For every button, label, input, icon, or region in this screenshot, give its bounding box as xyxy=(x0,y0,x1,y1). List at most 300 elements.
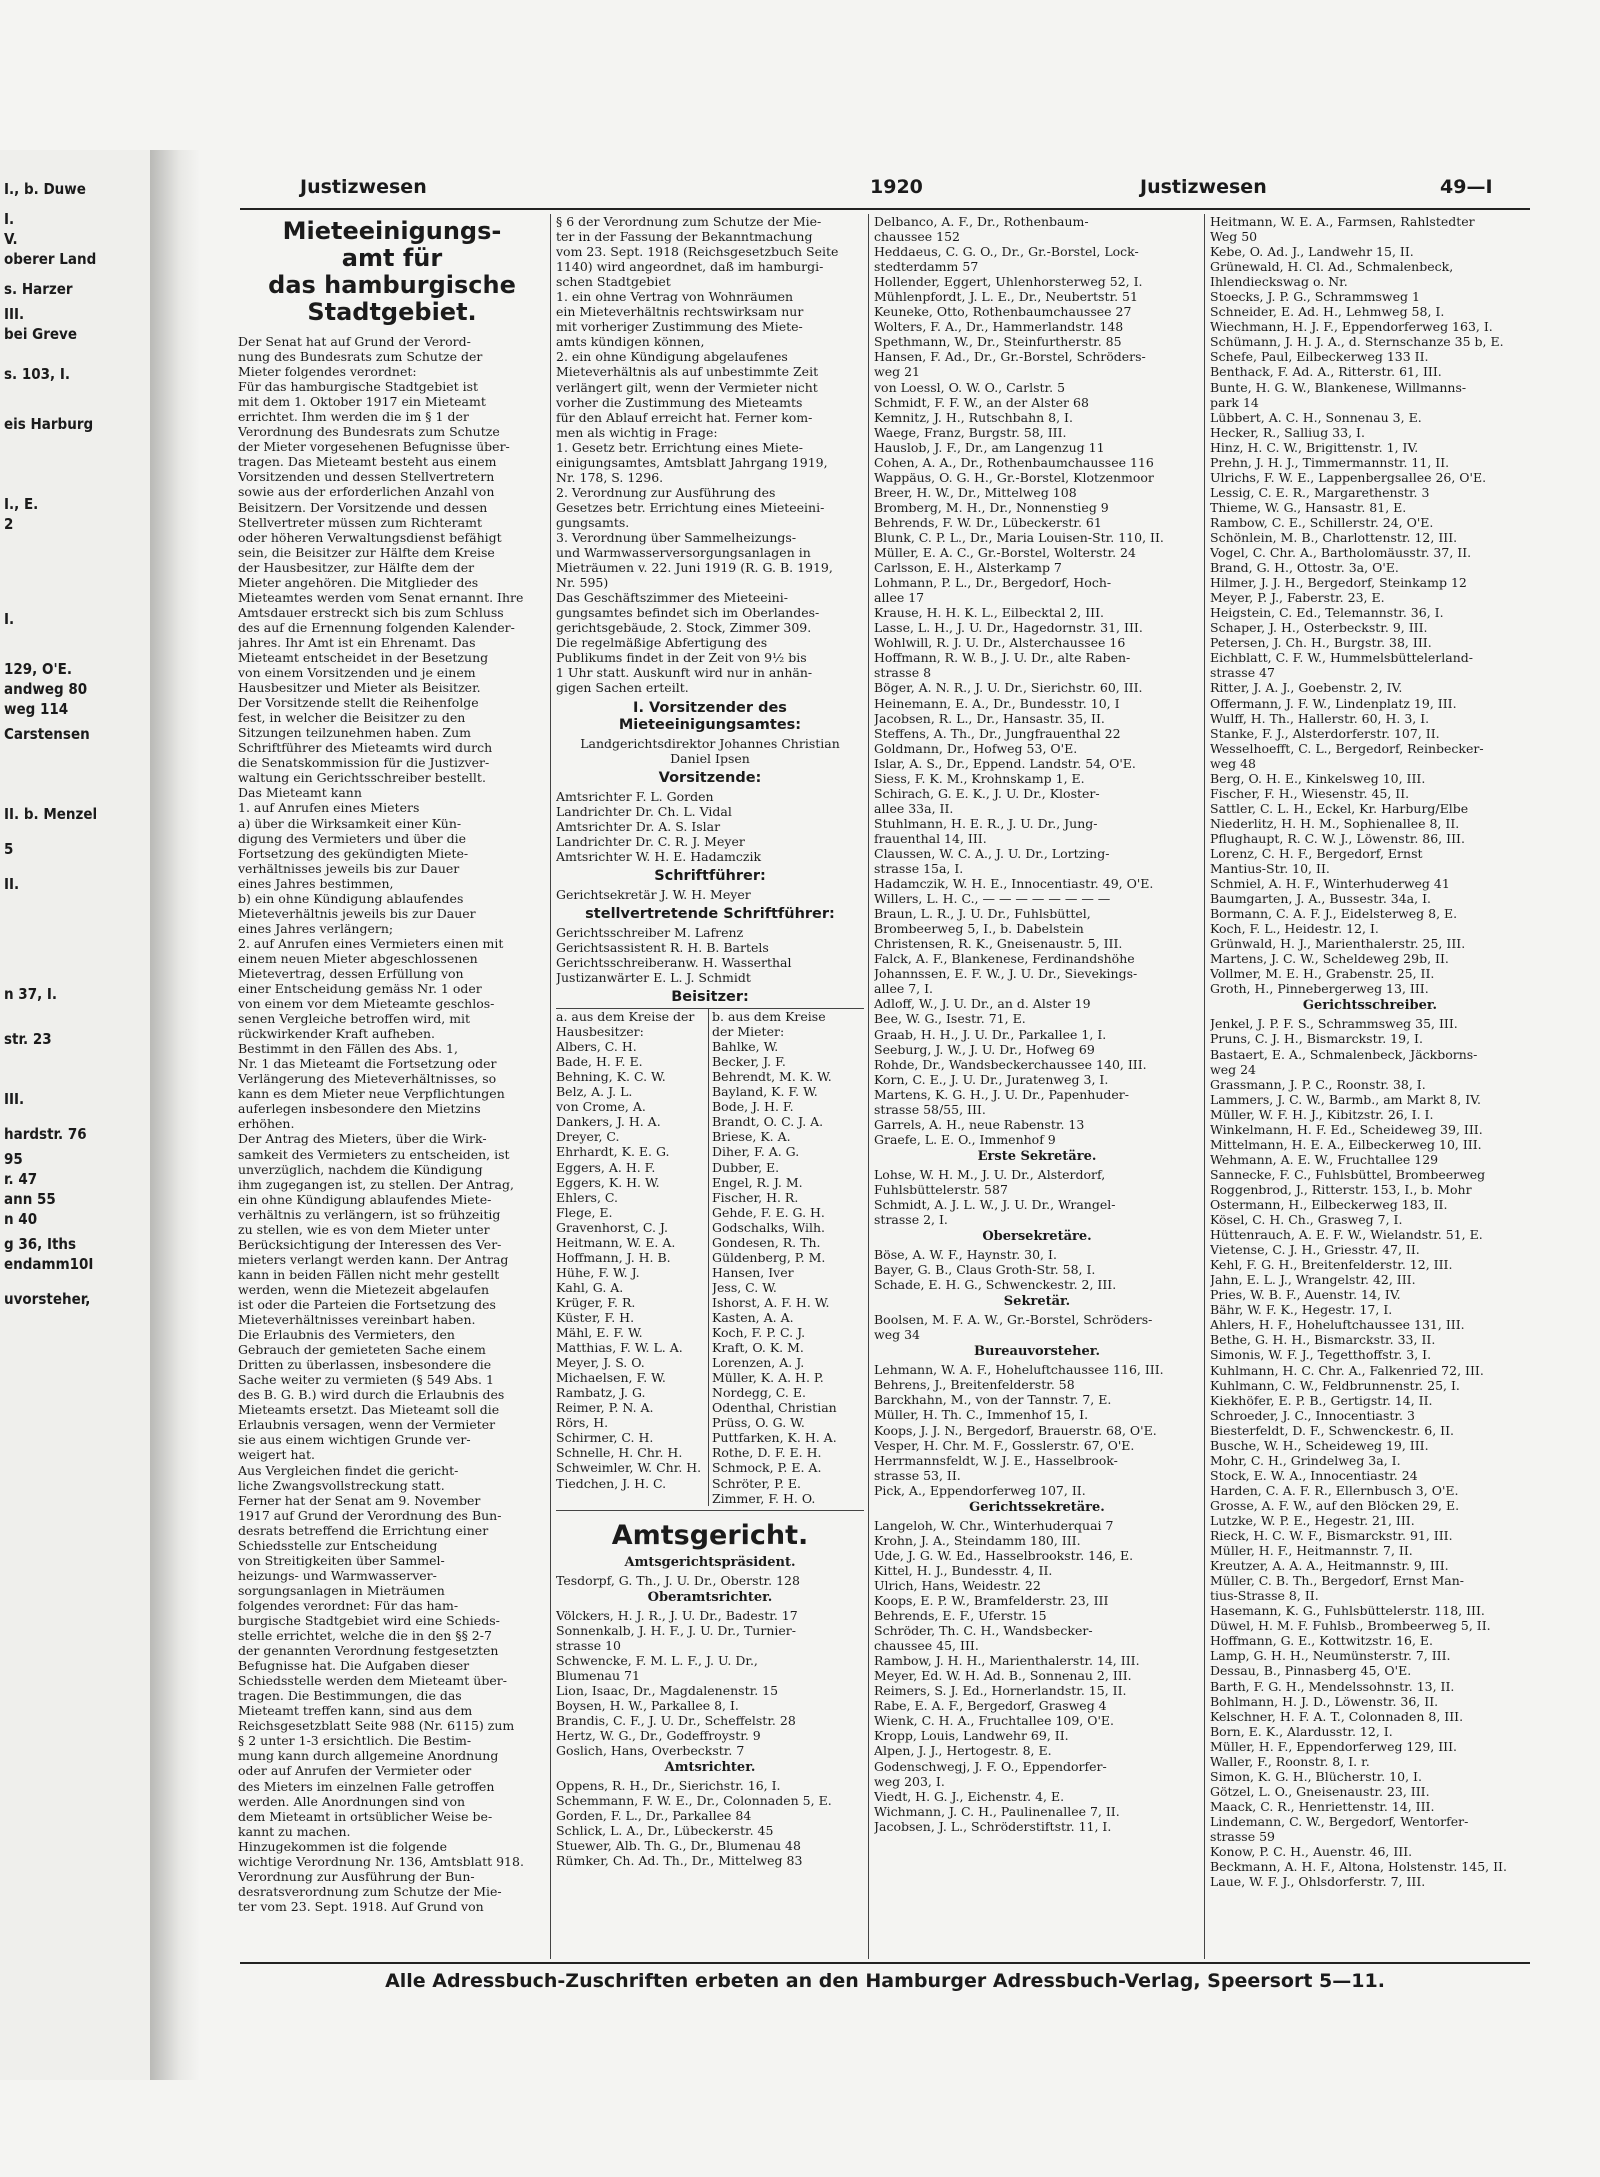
entry-line: Müller, C. B. Th., Bergedorf, Ernst Man- xyxy=(1210,1573,1464,1589)
entry-line: Pflughaupt, R. C. W. J., Löwenstr. 86, III. xyxy=(1210,830,1465,846)
left-page-fragment: II. xyxy=(4,875,20,893)
entry-line: Maack, C. R., Henriettenstr. 14, III. xyxy=(1210,1798,1435,1814)
text-line: Ferner hat der Senat am 9. November xyxy=(238,1492,481,1508)
entry-line: Ulrichs, F. W. E., Lappenbergsallee 26, O'E. xyxy=(1210,469,1487,485)
table-row: Ehrhardt, K. E. G. xyxy=(556,1144,670,1160)
text-line: ihm zugegangen ist, zu stellen. Der Antrag, xyxy=(238,1176,514,1192)
text-line: Hausbesitzer und Mieter als Beisitzer. xyxy=(238,680,481,696)
entry-line: Müller, E. A. C., Gr.-Borstel, Wolterstr. 24 xyxy=(874,545,1136,561)
oberamtsrichter-list xyxy=(556,1608,864,1758)
entry-line: Ihlendieckswag o. Nr. xyxy=(1210,274,1348,290)
entry-line: Tesdorpf, G. Th., J. U. Dr., Oberstr. 128 xyxy=(556,1572,800,1588)
text-line: gungsamtes befindet sich im Oberlandes- xyxy=(556,605,820,621)
entry-line: Brand, G. H., Ottostr. 3a, O'E. xyxy=(1210,560,1399,576)
entry-line: Vietense, C. J. H., Griesstr. 47, II. xyxy=(1210,1242,1420,1258)
entry-line: strasse 15a, I. xyxy=(874,861,964,877)
table-row: Brandt, O. C. J. A. xyxy=(712,1114,824,1130)
column-divider xyxy=(1204,214,1205,1959)
entry-line: weg 34 xyxy=(874,1327,920,1343)
document-page xyxy=(230,170,1540,2070)
text-line: Bestimmt in den Fällen des Abs. 1, xyxy=(238,1041,458,1057)
text-line: oder auf Anrufen der Vermieter oder xyxy=(238,1763,472,1779)
entry-line: Wolters, F. A., Dr., Hammerlandstr. 148 xyxy=(874,319,1124,335)
entry-line: Harden, C. A. F. R., Ellernbusch 3, O'E. xyxy=(1210,1482,1459,1498)
text-line: vorher die Zustimmung des Mieteamts xyxy=(556,394,803,410)
table-row: Dankers, J. H. A. xyxy=(556,1114,661,1130)
table-row: Hoffmann, J. H. B. xyxy=(556,1249,671,1265)
entry-line: allee 7, I. xyxy=(874,981,934,997)
table-row: Gehde, F. E. G. H. xyxy=(712,1204,825,1220)
entry-line: Wappäus, O. G. H., Gr.-Borstel, Klotzenmoor xyxy=(874,469,1154,485)
entry-line: Koops, J. J. N., Bergedorf, Brauerstr. 68, O'E. xyxy=(874,1422,1157,1438)
entry-line: Heddaeus, C. G. O., Dr., Gr.-Borstel, Lock- xyxy=(874,244,1139,260)
name-line: Gerichtsschreiber M. Lafrenz xyxy=(556,924,744,940)
book-spine xyxy=(150,150,200,2080)
text-line: der Hausbesitzer, zur Hälfte dem der xyxy=(238,559,475,575)
beisitzer-mieter xyxy=(708,1009,864,1506)
table-row: von Crome, A. xyxy=(556,1099,646,1115)
entry-line: Jenkel, J. P. F. S., Schrammsweg 35, III. xyxy=(1210,1016,1458,1032)
entry-line: Ritter, J. A. J., Goebenstr. 2, IV. xyxy=(1210,680,1403,696)
entry-line: Falck, A. F., Blankenese, Ferdinandshöhe xyxy=(874,951,1135,967)
entry-line: Böse, A. W. F., Haynstr. 30, I. xyxy=(874,1247,1057,1263)
entry-line: park 14 xyxy=(1210,394,1259,410)
entry-line: Adloff, W., J. U. Dr., an d. Alster 19 xyxy=(874,996,1091,1012)
entry-line: Schroeder, J. C., Innocentiastr. 3 xyxy=(1210,1407,1415,1423)
text-line: Beisitzern. Der Vorsitzende und dessen xyxy=(238,499,488,515)
table-header: b. aus dem Kreise xyxy=(712,1009,826,1025)
text-line: 1. ein ohne Vertrag von Wohnräumen xyxy=(556,289,794,305)
entry-line: Kuhlmann, H. C. Chr. A., Falkenried 72, III. xyxy=(1210,1362,1484,1378)
left-page-fragment: bei Greve xyxy=(4,325,77,343)
table-row: Güldenberg, P. M. xyxy=(712,1249,826,1265)
left-page-fragment: oberer Land xyxy=(4,250,97,268)
text-line: Mietevertrag, dessen Erfüllung von xyxy=(238,965,464,981)
entry-line: Graab, H. H., J. U. Dr., Parkallee 1, I. xyxy=(874,1026,1107,1042)
entry-line: Götzel, L. O., Gneisenaustr. 23, III. xyxy=(1210,1783,1430,1799)
entry-line: Schmiel, A. H. F., Winterhuderweg 41 xyxy=(1210,876,1450,892)
entry-line: Behrens, J., Breitenfelderstr. 58 xyxy=(874,1377,1075,1393)
entry-line: Lorenz, C. H. F., Bergedorf, Ernst xyxy=(1210,845,1423,861)
entry-line: Seeburg, J. W., J. U. Dr., Hofweg 69 xyxy=(874,1041,1095,1057)
entry-line: Boolsen, M. F. A. W., Gr.-Borstel, Schröders- xyxy=(874,1312,1153,1328)
entry-line: Schmidt, A. J. L. W., J. U. Dr., Wrangel- xyxy=(874,1197,1116,1212)
table-row: Heitmann, W. E. A. xyxy=(556,1234,676,1250)
entry-line: allee 33a, II. xyxy=(874,800,954,816)
table-row: Godschalks, Wilh. xyxy=(712,1219,826,1235)
gerichtssekretaere-title: Gerichtssekretäre. xyxy=(969,1499,1105,1515)
text-line: und Warmwasserversorgungsanlagen in xyxy=(556,545,811,561)
text-line: waltung ein Gerichtsschreiber bestellt. xyxy=(238,770,486,786)
entry-line: strasse 59 xyxy=(1210,1828,1275,1844)
text-line: stelle errichtet, welche die in den §§ 2-7 xyxy=(238,1628,492,1644)
table-header: Hausbesitzer: xyxy=(556,1024,644,1040)
entry-line: Willers, L. H. C., — — — — — — — — xyxy=(874,891,1111,907)
entry-line: Barth, F. G. H., Mendelssohnstr. 13, II. xyxy=(1210,1678,1455,1694)
entry-line: Grosse, A. F. W., auf den Blöcken 29, E. xyxy=(1210,1497,1460,1513)
table-row: Müller, K. A. H. P. xyxy=(712,1370,824,1386)
text-line: liche Zwangsvollstreckung statt. xyxy=(238,1477,445,1493)
entry-line: Oppens, R. H., Dr., Sierichstr. 16, I. xyxy=(556,1778,781,1794)
text-line: Mieter angehören. Die Mitglieder des xyxy=(238,574,479,590)
text-line: Mieteverhältnis als auf unbestimmte Zeit xyxy=(556,364,819,380)
entry-line: Langeloh, W. Chr., Winterhuderquai 7 xyxy=(874,1517,1114,1533)
entry-line: Heigstein, C. Ed., Telemannstr. 36, I. xyxy=(1210,605,1444,621)
table-row: Prüss, O. G. W. xyxy=(712,1415,805,1431)
entry-line: chaussee 152 xyxy=(874,229,961,245)
text-line: § 6 der Verordnung zum Schutze der Mie- xyxy=(556,214,822,229)
text-line: Erlaubnis versagen, wenn der Vermieter xyxy=(238,1417,496,1433)
entry-line: Bormann, C. A. F. J., Eidelsterweg 8, E. xyxy=(1210,906,1458,922)
text-line: ein ohne Kündigung ablaufendes Miete- xyxy=(238,1191,492,1207)
table-row: Puttfarken, K. H. A. xyxy=(712,1430,837,1446)
name-line: Landgerichtsdirektor Johannes Christian xyxy=(580,735,840,751)
text-line: der Mieter vorgesehenen Befugnisse über- xyxy=(238,439,510,455)
table-row: Bode, J. H. F. xyxy=(712,1099,794,1115)
table-row: Hühe, F. W. J. xyxy=(556,1264,640,1280)
entry-line: Ahlers, H. F., Hoheluftchaussee 131, III. xyxy=(1210,1317,1465,1333)
sekretaer-list xyxy=(874,1312,1200,1342)
entry-line: Hasemann, K. G., Fuhlsbüttelerstr. 118, III. xyxy=(1210,1603,1485,1619)
text-line: Hinzugekommen ist die folgende xyxy=(238,1838,447,1854)
entry-line: Claussen, W. C. A., J. U. Dr., Lortzing- xyxy=(874,845,1110,861)
left-page-fragment: s. Harzer xyxy=(4,280,73,298)
entry-line: Delbanco, A. F., Dr., Rothenbaum- xyxy=(874,214,1089,229)
text-line: a) über die Wirksamkeit einer Kün- xyxy=(238,815,462,831)
text-line: auferlegen insbesondere den Mietzins xyxy=(238,1101,481,1117)
text-line: Sache weiter zu vermieten (§ 549 Abs. 1 xyxy=(238,1372,494,1388)
entry-line: Schneider, E. Ad. H., Lehmweg 58, I. xyxy=(1210,304,1445,320)
entry-line: Spethmann, W., Dr., Steinfurtherstr. 85 xyxy=(874,334,1122,350)
text-line: verhältnisses jeweils bis zur Dauer xyxy=(238,860,460,876)
text-line: fest, in welcher die Beisitzer zu den xyxy=(238,710,466,726)
text-line: Schriftführer des Mieteamts wird durch xyxy=(238,740,493,756)
text-line: Der Vorsitzende stellt die Reihenfolge xyxy=(238,695,479,711)
entry-line: Born, E. K., Alardusstr. 12, I. xyxy=(1210,1723,1393,1739)
entry-line: Rambow, J. H. H., Marienthalerstr. 14, III. xyxy=(874,1653,1140,1669)
text-line: eines Jahres verlängern; xyxy=(238,920,394,936)
entry-line: Lasse, L. H., J. U. Dr., Hagedornstr. 31, III. xyxy=(874,620,1143,636)
entry-line: Lessig, C. E. R., Margarethenstr. 3 xyxy=(1210,484,1430,500)
entry-line: Wienk, C. H. A., Fruchtallee 109, O'E. xyxy=(874,1713,1115,1729)
entry-line: Grünwald, H. J., Marienthalerstr. 25, III. xyxy=(1210,936,1466,952)
entry-line: strasse 47 xyxy=(1210,665,1275,681)
column-1 xyxy=(238,214,546,1959)
table-row: Schweimler, W. Chr. H. xyxy=(556,1460,702,1476)
table-row: Tiedchen, J. H. C. xyxy=(556,1475,667,1491)
text-line: zu stellen, wie es von dem Mieter unter xyxy=(238,1221,490,1237)
entry-line: Ulrich, Hans, Weidestr. 22 xyxy=(874,1577,1041,1593)
entry-line: Blumenau 71 xyxy=(556,1667,640,1683)
entry-line: Berg, O. H. E., Kinkelsweg 10, III. xyxy=(1210,770,1426,786)
entry-line: Brandis, C. F., J. U. Dr., Scheffelstr. 28 xyxy=(556,1712,796,1728)
entry-line: Lohmann, P. L., Dr., Bergedorf, Hoch- xyxy=(874,575,1112,591)
entry-line: Kittel, H. J., Bundesstr. 4, II. xyxy=(874,1562,1053,1578)
text-line: errichtet. Ihm werden die im § 1 der xyxy=(238,409,469,425)
table-row: Bade, H. F. E. xyxy=(556,1054,643,1070)
stellv-list xyxy=(556,925,864,985)
header-right: Justizwesen xyxy=(1140,176,1267,198)
entry-line: Hüttenrauch, A. E. F. W., Wielandstr. 51, E. xyxy=(1210,1227,1483,1243)
text-line: einem neuen Mieter abgeschlossenen xyxy=(238,950,478,966)
entry-line: weg 21 xyxy=(874,364,920,380)
entry-line: Korn, C. E., J. U. Dr., Juratenweg 3, I. xyxy=(874,1071,1109,1087)
left-page-fragment: weg 114 xyxy=(4,700,69,718)
text-line: samkeit des Vermieters zu entscheiden, ist xyxy=(238,1146,510,1162)
praesident-list xyxy=(556,1573,864,1588)
entry-line: Behrends, F. W. Dr., Lübeckerstr. 61 xyxy=(874,514,1102,530)
entry-line: strasse 53, II. xyxy=(874,1467,961,1483)
text-line: heizungs- und Warmwasserver- xyxy=(238,1567,437,1583)
entry-line: Brombeerweg 5, I., b. Dabelstein xyxy=(874,921,1084,937)
entry-line: Reimers, S. J. Ed., Hornerlandstr. 15, II. xyxy=(874,1683,1127,1699)
entry-line: Breer, H. W., Dr., Mittelweg 108 xyxy=(874,484,1077,500)
left-page-fragment: Carstensen xyxy=(4,725,90,743)
entry-line: Garrels, A. H., neue Rabenstr. 13 xyxy=(874,1116,1085,1132)
amtsrichter-list xyxy=(556,1778,864,1868)
name-line: Landrichter Dr. C. R. J. Meyer xyxy=(556,833,745,849)
entry-line: Siess, F. K. M., Krohnskamp 1, E. xyxy=(874,770,1085,786)
entry-line: Müller, H. F., Eppendorferweg 129, III. xyxy=(1210,1738,1458,1754)
mieteamt-title xyxy=(238,218,546,326)
entry-line: Vesper, H. Chr. M. F., Gosslerstr. 67, O'E. xyxy=(874,1437,1135,1453)
entry-line: Schröder, Th. C. H., Wandsbecker- xyxy=(874,1623,1093,1639)
schriftfuehrer-title: Schriftführer: xyxy=(654,867,766,884)
entry-line: Bromberg, M. H., Dr., Nonnenstieg 9 xyxy=(874,499,1109,515)
text-line: eines Jahres bestimmen, xyxy=(238,875,394,891)
entry-line: Müller, W. F. H. J., Kibitzstr. 26, I. I. xyxy=(1210,1106,1434,1122)
text-line: weigert hat. xyxy=(238,1447,315,1463)
entry-line: Bohlmann, H. J. D., Löwenstr. 36, II. xyxy=(1210,1693,1439,1709)
entry-line: Simonis, W. F. J., Tegetthoffstr. 3, I. xyxy=(1210,1347,1432,1363)
text-line: Nr. 1 das Mieteamt die Fortsetzung oder xyxy=(238,1056,497,1072)
text-line: Mieteamt entscheidet in der Besetzung xyxy=(238,649,489,665)
entry-line: Alpen, J. J., Hertogestr. 8, E. xyxy=(874,1743,1052,1759)
amtsgericht-title: Amtsgericht. xyxy=(611,1519,809,1551)
entry-line: Schwencke, F. M. L. F., J. U. Dr., xyxy=(556,1652,758,1668)
table-row: Krüger, F. R. xyxy=(556,1294,636,1310)
entry-line: Mittelmann, H. E. A., Eilbeckerweg 10, III. xyxy=(1210,1136,1482,1152)
entry-line: Hinz, H. C. W., Brigittenstr. 1, IV. xyxy=(1210,439,1419,455)
table-row: Mähl, E. F. W. xyxy=(556,1325,643,1341)
entry-line: strasse 2, I. xyxy=(874,1212,948,1228)
entry-line: Boysen, H. W., Parkallee 8, I. xyxy=(556,1697,739,1713)
entry-line: Kiekhöfer, E. P. B., Gertigstr. 14, II. xyxy=(1210,1392,1433,1408)
text-line: Mieteamtes werden vom Senat ernannt. Ihre xyxy=(238,589,524,605)
entry-line: Kuhlmann, C. W., Feldbrunnenstr. 25, I. xyxy=(1210,1377,1460,1393)
name-line: Amtsrichter F. L. Gorden xyxy=(556,788,714,804)
text-line: 2. ein ohne Kündigung abgelaufenes xyxy=(556,349,788,365)
text-line: Mieteverhältnis jeweils bis zur Dauer xyxy=(238,905,476,921)
table-row: Eggers, K. H. W. xyxy=(556,1174,660,1190)
beisitzer-table xyxy=(556,1008,864,1506)
gerichtssekretaere-continued-list xyxy=(1210,214,1530,996)
text-line: gungsamts. xyxy=(556,514,630,530)
entry-line: Böger, A. N. R., J. U. Dr., Sierichstr. 60, III. xyxy=(874,680,1143,696)
text-line: sowie aus der erforderlichen Anzahl von xyxy=(238,484,495,500)
entry-line: Carlsson, E. H., Alsterkamp 7 xyxy=(874,560,1062,576)
text-line: wichtige Verordnung Nr. 136, Amtsblatt 918. xyxy=(238,1853,524,1869)
entry-line: Kelschner, H. F. A. T., Colonnaden 8, III. xyxy=(1210,1708,1464,1724)
text-line: Mieteverhältnisses vereinbart haben. xyxy=(238,1312,476,1328)
entry-line: Keuneke, Otto, Rothenbaumchaussee 27 xyxy=(874,304,1132,320)
text-line: Schiedsstelle zur Entscheidung xyxy=(238,1537,438,1553)
entry-line: Bastaert, E. A., Schmalenbeck, Jäckborns- xyxy=(1210,1046,1478,1062)
entry-line: Wiechmann, H. J. F., Eppendorferweg 163, I. xyxy=(1210,319,1493,335)
header-left: Justizwesen xyxy=(300,176,427,198)
entry-line: Busche, W. H., Scheideweg 19, III. xyxy=(1210,1437,1429,1453)
entry-line: Hadamczik, W. H. E., Innocentiastr. 49, O'E. xyxy=(874,876,1154,892)
entry-line: Mantius-Str. 10, II. xyxy=(1210,861,1330,877)
text-line: b) ein ohne Kündigung ablaufendes xyxy=(238,890,464,906)
entry-line: Vogel, C. Chr. A., Bartholomäusstr. 37, II. xyxy=(1210,545,1472,561)
table-row: Schröter, P. E. xyxy=(712,1475,802,1491)
table-row: Dubber, E. xyxy=(712,1159,780,1175)
text-line: Nr. 178, S. 1296. xyxy=(556,469,664,485)
table-row: Belz, A. J. L. xyxy=(556,1084,633,1100)
text-line: ein Mieteverhältnis rechtswirksam nur xyxy=(556,304,804,320)
text-line: Verordnung des Bundesrats zum Schutze xyxy=(238,424,500,440)
entry-line: Winkelmann, H. F. Ed., Scheideweg 39, III. xyxy=(1210,1121,1483,1137)
amtsrichter-continued-list xyxy=(874,214,1200,1147)
header-year: 1920 xyxy=(870,176,923,198)
left-page-fragment: endamm10I xyxy=(4,1255,94,1273)
text-line: Publikums findet in der Zeit von 9½ bis xyxy=(556,650,807,666)
text-line: Fortsetzung des gekündigten Miete- xyxy=(238,845,469,861)
text-line: oder höheren Verwaltungsdienst befähigt xyxy=(238,529,502,545)
entry-line: Düwel, H. M. F. Fuhlsb., Brombeerweg 5, II. xyxy=(1210,1618,1491,1634)
oberamtsrichter-title: Oberamtsrichter. xyxy=(647,1589,773,1605)
table-row: Behrendt, M. K. W. xyxy=(712,1069,832,1085)
entry-line: Schümann, J. H. J. A., d. Sternschanze 35 b, E. xyxy=(1210,334,1504,350)
text-line: des auf die Ernennung folgenden Kalender- xyxy=(238,619,515,635)
erste-sekretaere-title: Erste Sekretäre. xyxy=(977,1148,1097,1164)
entry-line: Blunk, C. P. L., Dr., Maria Louisen-Str. 110, II. xyxy=(874,529,1164,545)
entry-line: Kebe, O. Ad. J., Landwehr 15, II. xyxy=(1210,244,1414,260)
entry-line: Schefe, Paul, Eilbeckerweg 133 II. xyxy=(1210,349,1429,365)
table-row: Kahl, G. A. xyxy=(556,1279,624,1295)
entry-line: Biesterfeldt, D. F., Schwenckestr. 6, II. xyxy=(1210,1422,1455,1438)
vorsitzender-title: I. Vorsitzender des Mieteeinigungsamtes: xyxy=(618,699,802,733)
entry-line: Sonnenkalb, J. H. F., J. U. Dr., Turnier- xyxy=(556,1622,796,1638)
table-row: Rörs, H. xyxy=(556,1415,609,1431)
text-line: gigen Sachen erteilt. xyxy=(556,680,689,696)
entry-line: Kreutzer, A. A. A., Heitmannstr. 9, III. xyxy=(1210,1558,1449,1574)
entry-line: Goldmann, Dr., Hofweg 53, O'E. xyxy=(874,740,1078,756)
entry-line: Schade, E. H. G., Schwenckestr. 2, III. xyxy=(874,1277,1117,1293)
table-header: a. aus dem Kreise der xyxy=(556,1009,695,1025)
entry-line: stedterdamm 57 xyxy=(874,259,979,275)
entry-line: Hecker, R., Salliug 33, I. xyxy=(1210,424,1365,440)
entry-line: Pick, A., Eppendorferweg 107, II. xyxy=(874,1482,1086,1498)
entry-line: Roggenbrod, J., Ritterstr. 153, I., b. Mohr xyxy=(1210,1181,1472,1197)
left-page-fragment: I. xyxy=(4,210,15,228)
entry-line: Meyer, P. J., Faberstr. 23, E. xyxy=(1210,590,1385,606)
entry-line: weg 203, I. xyxy=(874,1773,945,1789)
text-line: Das Geschäftszimmer des Mieteeini- xyxy=(556,590,788,606)
table-header: der Mieter: xyxy=(712,1024,785,1040)
left-page-fragment: III. xyxy=(4,1090,25,1108)
left-page-fragment: n 37, I. xyxy=(4,985,58,1003)
text-line: für den Ablauf erreicht hat. Ferner kom- xyxy=(556,409,813,425)
table-row: Schnelle, H. Chr. H. xyxy=(556,1445,683,1461)
title-line: amt für xyxy=(341,245,443,272)
entry-line: Wulff, H. Th., Hallerstr. 60, H. 3, I. xyxy=(1210,710,1430,726)
entry-line: Schlick, L. A., Dr., Lübeckerstr. 45 xyxy=(556,1823,774,1839)
entry-line: Vollmer, M. E. H., Grabenstr. 25, II. xyxy=(1210,966,1435,982)
entry-line: Schönlein, M. B., Charlottenstr. 12, III. xyxy=(1210,529,1458,545)
header-rule xyxy=(240,208,1530,210)
text-line: Vorsitzenden und dessen Stellvertretern xyxy=(238,469,495,485)
entry-line: Rieck, H. C. W. F., Bismarckstr. 91, III. xyxy=(1210,1528,1453,1544)
text-line: Mieteamts ersetzt. Das Mieteamt soll die xyxy=(238,1402,500,1418)
table-row: Ishorst, A. F. H. W. xyxy=(712,1294,830,1310)
entry-line: Martens, J. C. W., Scheldeweg 29b, II. xyxy=(1210,951,1449,967)
text-line: men als wichtig in Frage: xyxy=(556,424,718,440)
left-page-fragment: ann 55 xyxy=(4,1190,56,1208)
schriftfuehrer-list xyxy=(556,887,864,902)
amtsrichter-title: Amtsrichter. xyxy=(664,1760,756,1776)
entry-line: Martens, K. G. H., J. U. Dr., Papenhuder- xyxy=(874,1086,1129,1102)
gerichtsschreiber-title: Gerichtsschreiber. xyxy=(1302,998,1438,1014)
entry-line: Schirach, G. E. K., J. U. Dr., Kloster- xyxy=(874,785,1100,801)
table-row: Briese, K. A. xyxy=(712,1129,791,1145)
entry-line: Eichblatt, C. F. W., Hummelsbüttelerland- xyxy=(1210,650,1474,666)
text-line: tragen. Die Bestimmungen, die das xyxy=(238,1688,462,1704)
text-line: desratsverordnung zum Schutze der Mie- xyxy=(238,1883,502,1899)
entry-line: Lehmann, W. A. F., Hoheluftchaussee 116, III. xyxy=(874,1362,1164,1378)
entry-line: Stuewer, Alb. Th. G., Dr., Blumenau 48 xyxy=(556,1838,801,1854)
left-page-fragment: g 36, Iths xyxy=(4,1235,77,1253)
text-line: die Senatskommission für die Justizver- xyxy=(238,755,490,771)
table-row: Diher, F. A. G. xyxy=(712,1144,800,1160)
name-line: Daniel Ipsen xyxy=(670,750,750,766)
text-line: mieters verlangt werden kann. Der Antrag xyxy=(238,1251,509,1267)
table-row: Jess, C. W. xyxy=(712,1279,777,1295)
text-line: Mieträumen v. 22. Juni 1919 (R. G. B. 1919, xyxy=(556,560,833,576)
text-line: Die Erlaubnis des Vermieters, den xyxy=(238,1327,455,1343)
entry-line: Mühlenpfordt, J. L. E., Dr., Neubertstr. 51 xyxy=(874,289,1138,305)
text-line: 3. Verordnung über Sammelheizungs- xyxy=(556,529,797,545)
table-row: Rothe, D. F. E. H. xyxy=(712,1445,822,1461)
entry-line: Bethe, G. H. H., Bismarckstr. 33, II. xyxy=(1210,1332,1436,1348)
text-line: Stellvertreter müssen zum Richteramt xyxy=(238,514,482,530)
table-row: Kasten, A. A. xyxy=(712,1310,794,1325)
entry-line: Stanke, F. J., Alsterdorferstr. 107, II. xyxy=(1210,725,1440,741)
text-line: senen Vergleiche betroffen wird, mit xyxy=(238,1011,471,1027)
text-line: erhöhen. xyxy=(238,1116,295,1132)
entry-line: Jacobsen, J. L., Schröderstiftstr. 11, I. xyxy=(874,1818,1112,1834)
entry-line: Müller, H. F., Heitmannstr. 7, II. xyxy=(1210,1543,1413,1559)
title-line: Stadtgebiet. xyxy=(307,299,477,326)
table-row: Meyer, J. S. O. xyxy=(556,1355,645,1371)
header-page-number: 49—I xyxy=(1440,176,1493,198)
entry-line: Rabe, E. A. F., Bergedorf, Grasweg 4 xyxy=(874,1698,1107,1714)
left-page-fragment: andweg 80 xyxy=(4,680,88,698)
text-line: von einem vor dem Mieteamte geschlos- xyxy=(238,996,495,1012)
entry-line: Islar, A. S., Dr., Eppend. Landstr. 54, O'E. xyxy=(874,755,1136,771)
entry-line: Offermann, J. F. W., Lindenplatz 19, III. xyxy=(1210,695,1457,711)
entry-line: Jacobsen, R. L., Dr., Hansastr. 35, II. xyxy=(874,710,1105,726)
beisitzer-hausbesitzer xyxy=(556,1009,708,1506)
text-line: 1140) wird angeordnet, daß im hamburgi- xyxy=(556,259,824,275)
entry-line: Schaper, J. H., Osterbeckstr. 9, III. xyxy=(1210,620,1428,636)
entry-line: Konow, P. C. H., Auenstr. 46, III. xyxy=(1210,1844,1413,1860)
vorsitzende-title: Vorsitzende: xyxy=(658,769,762,786)
entry-line: Waller, F., Roonstr. 8, I. r. xyxy=(1210,1753,1370,1769)
text-line: des B. G. B.) wird durch die Erlaubnis des xyxy=(238,1387,505,1403)
text-line: Mieter folgendes verordnet: xyxy=(238,364,417,380)
